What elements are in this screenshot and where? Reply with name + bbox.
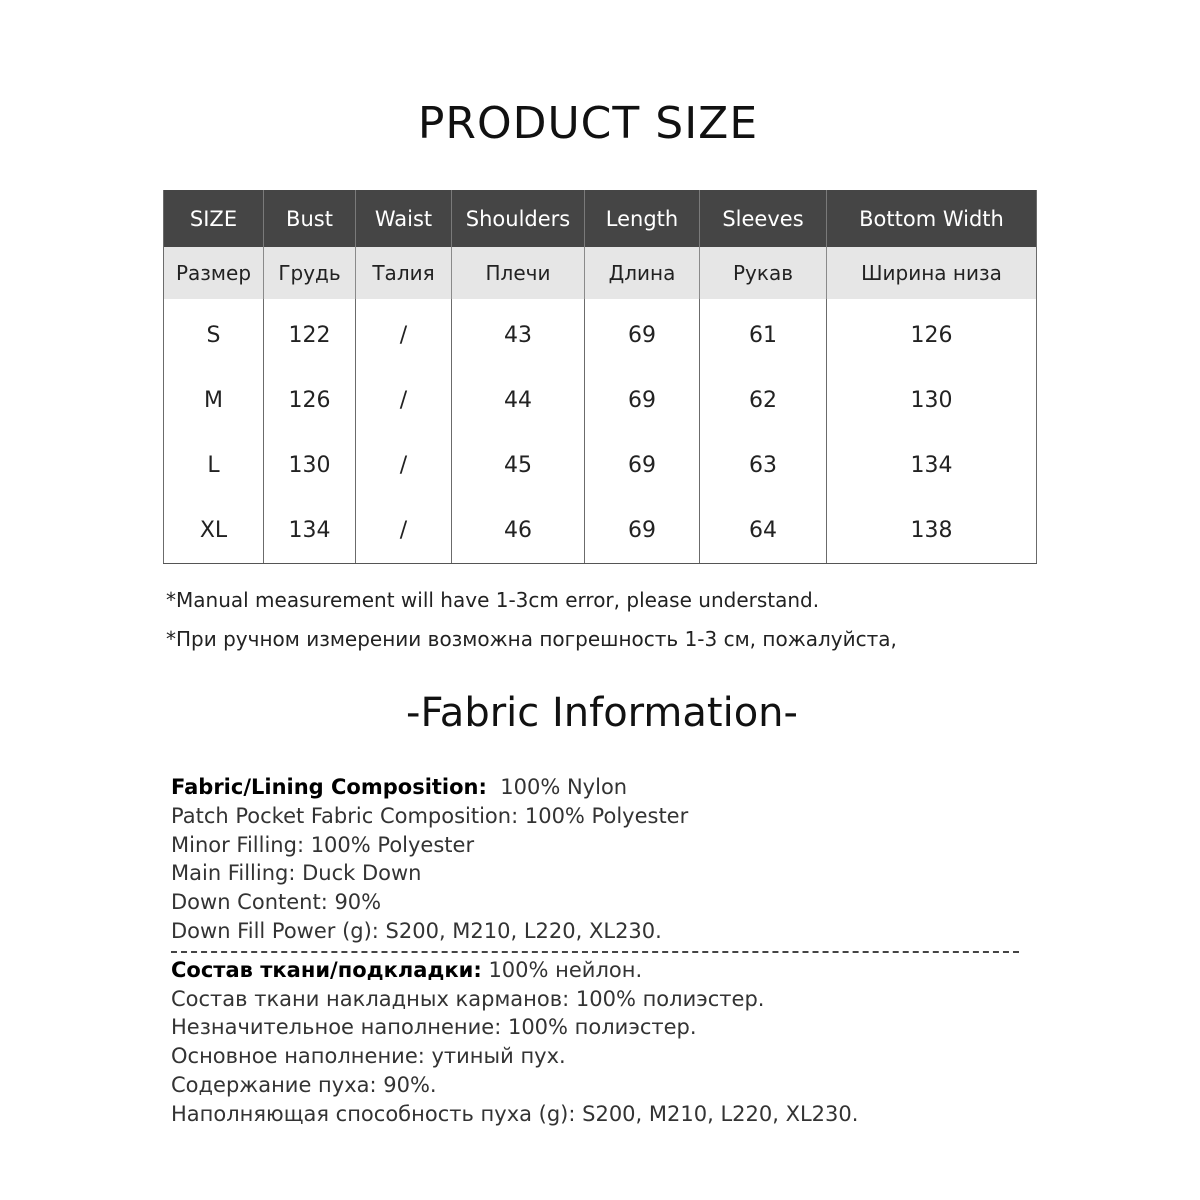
header-length: Length bbox=[585, 190, 700, 247]
cell-size: M bbox=[164, 368, 264, 433]
cell-size: L bbox=[164, 433, 264, 498]
fabric-line-ru: Незначительное наполнение: 100% полиэстер. bbox=[171, 1015, 697, 1040]
measurement-note-ru: *При ручном измерении возможна погрешность 1-3 см, пожалуйста, bbox=[166, 627, 897, 651]
cell-bottom-width: 126 bbox=[910, 323, 953, 348]
dashed-divider bbox=[171, 951, 1019, 953]
header-bust-ru: Грудь bbox=[264, 247, 356, 299]
cell-shoulders: 45 bbox=[452, 433, 585, 498]
cell-length: 69 bbox=[585, 498, 700, 564]
header-bottom-width-ru: Ширина низа bbox=[827, 247, 1037, 299]
composition-value-ru: 100% нейлон. bbox=[488, 957, 643, 982]
cell-size: XL bbox=[164, 498, 264, 564]
table-row bbox=[164, 498, 1037, 564]
cell-shoulders: 46 bbox=[452, 498, 585, 564]
cell-sleeves: 64 bbox=[700, 498, 827, 564]
cell-size: S bbox=[164, 299, 264, 368]
header-bust: Bust bbox=[264, 190, 356, 247]
cell-length: 69 bbox=[585, 368, 700, 433]
header-length-ru: Длина bbox=[585, 247, 700, 299]
cell-waist: / bbox=[356, 299, 452, 368]
fabric-info bbox=[171, 773, 1031, 1129]
fabric-composition-en bbox=[171, 773, 1031, 802]
fabric-line-en: Minor Filling: 100% Polyester bbox=[171, 832, 475, 857]
header-sleeves: Sleeves bbox=[700, 190, 827, 247]
header-size: SIZE bbox=[164, 190, 264, 247]
table-row bbox=[164, 433, 1037, 498]
size-table bbox=[163, 190, 1037, 564]
cell-bottom-width: 134 bbox=[910, 453, 953, 478]
table-row bbox=[164, 368, 1037, 433]
fabric-line-en: Down Content: 90% bbox=[171, 890, 382, 915]
header-shoulders-ru: Плечи bbox=[452, 247, 585, 299]
composition-label-en: Fabric/Lining Composition: bbox=[171, 775, 487, 799]
cell-waist: / bbox=[356, 368, 452, 433]
cell-shoulders: 44 bbox=[452, 368, 585, 433]
measurement-note-en: *Manual measurement will have 1-3cm error, please understand. bbox=[166, 588, 820, 612]
cell-waist: / bbox=[356, 433, 452, 498]
page-title: PRODUCT SIZE bbox=[417, 98, 759, 149]
cell-bust: 134 bbox=[264, 498, 356, 564]
header-bottom-width: Bottom Width bbox=[827, 190, 1037, 247]
fabric-line-ru: Содержание пуха: 90%. bbox=[171, 1072, 437, 1097]
fabric-line-en: Patch Pocket Fabric Composition: 100% Polyester bbox=[171, 803, 689, 828]
cell-length: 69 bbox=[585, 299, 700, 368]
table-row bbox=[164, 299, 1037, 368]
cell-bottom-width: 138 bbox=[827, 498, 1037, 564]
composition-label-ru: Состав ткани/подкладки: bbox=[171, 957, 482, 982]
fabric-title: -Fabric Information- bbox=[406, 690, 798, 736]
table-header-ru bbox=[164, 247, 1037, 299]
cell-shoulders: 43 bbox=[452, 299, 585, 368]
cell-length: 69 bbox=[585, 433, 700, 498]
table-header-en bbox=[164, 190, 1037, 247]
fabric-line-en: Main Filling: Duck Down bbox=[171, 861, 422, 886]
header-shoulders: Shoulders bbox=[452, 190, 585, 247]
cell-bottom-width: 130 bbox=[910, 388, 953, 413]
fabric-line-ru: Состав ткани накладных карманов: 100% полиэстер. bbox=[171, 986, 765, 1011]
cell-waist: / bbox=[356, 498, 452, 564]
composition-value-en: 100% Nylon bbox=[500, 775, 628, 799]
fabric-composition-ru bbox=[171, 956, 1031, 985]
cell-bust: 126 bbox=[264, 368, 356, 433]
header-waist-ru: Талия bbox=[356, 247, 452, 299]
cell-bust: 122 bbox=[264, 299, 356, 368]
header-size-ru: Размер bbox=[164, 247, 264, 299]
fabric-line-ru: Основное наполнение: утиный пух. bbox=[171, 1044, 566, 1069]
fabric-line-ru: Наполняющая способность пуха (g): S200, M210, L220, XL230. bbox=[171, 1101, 859, 1126]
cell-sleeves: 61 bbox=[700, 299, 827, 368]
header-sleeves-ru: Рукав bbox=[700, 247, 827, 299]
cell-bust: 130 bbox=[264, 433, 356, 498]
cell-sleeves: 62 bbox=[700, 368, 827, 433]
fabric-line-en: Down Fill Power (g): S200, M210, L220, XL230. bbox=[171, 918, 662, 943]
cell-sleeves: 63 bbox=[700, 433, 827, 498]
header-waist: Waist bbox=[356, 190, 452, 247]
